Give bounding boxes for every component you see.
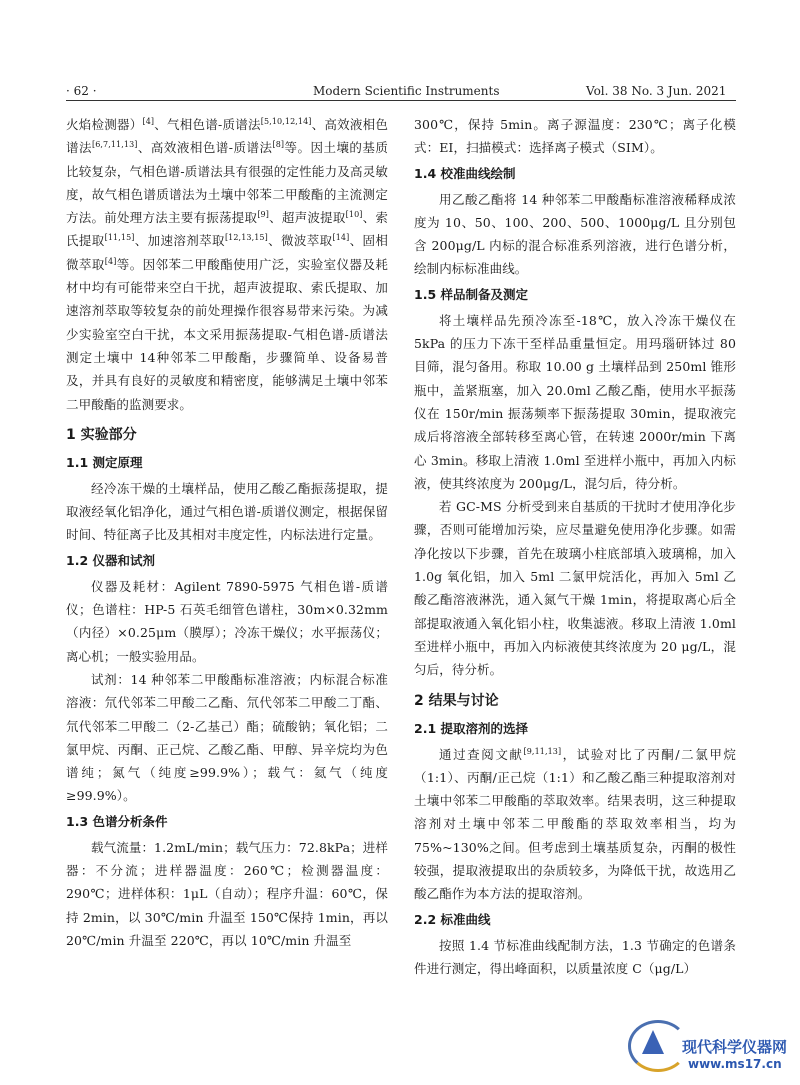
paragraph-principle: 经冷冻干燥的土壤样品，使用乙酸乙酯振荡提取，提取液经氧化铝净化，通过气相色谱-质谱仪测定，根据保留时间、特征离子比及其相对丰度定性，内标法进行定量。 [66, 480, 388, 543]
right-column [414, 113, 736, 980]
subheading-chromatography: 1.3 色谱分析条件 [66, 813, 168, 829]
paragraph-reagents: 试剂：14 种邻苯二甲酸酯标准溶液；内标混合标准溶液：氘代邻苯二甲酸二乙酯、氘代邻苯二甲酸二丁酯、氘代邻苯二甲酸二（2-乙基己）酯；硫酸钠；氧化铝；二氯甲烷、丙酮、正己烷、乙酸乙酯、甲醇、异辛烷均为色谱纯；氮气（纯度≥99.9%）；载气：氦气（纯度≥99.9%）。 [66, 671, 388, 804]
subheading-solvent: 2.1 提取溶剂的选择 [414, 720, 528, 736]
subheading-principle: 1.1 测定原理 [66, 454, 143, 470]
subheading-instruments: 1.2 仪器和试剂 [66, 552, 155, 568]
intro-paragraph: 火焰检测器）[4]、气相色谱-质谱法[5,10,12,14]、高效液相色谱法[6,7,11,13]、高效液相色谱-质谱法[8]等。因土壤的基质比较复杂，气相色谱-质谱法具有很强的定性能力及高灵敏度，故气相色谱质谱法为土壤中邻苯二甲酸酯的主流测定方法。前处理方法主要有振荡提取[9]、超声波提取[10]、索氏提取[11,15]、加速溶剂萃取[12,13,15]、微波萃取[14]、固相微萃取[4]等。因邻苯二甲酸酯使用广泛，实验室仪器及耗材中均有可能带来空白干扰，超声波提取、索氏提取、加速溶剂萃取等较复杂的前处理操作很容易带来污染。为减少实验室空白干扰，本文采用振荡提取-气相色谱-质谱法测定土壤中 14种邻苯二甲酸酯，步骤简单、设备易普及，并具有良好的灵敏度和精密度，能够满足土壤中邻苯二甲酸酯的监测要求。 [66, 116, 389, 412]
paragraph-solvent: 通过查阅文献[9,11,13]，试验对比了丙酮/二氯甲烷（1:1）、丙酮/正己烷（1:1）和乙酸乙酯三种提取溶剂对土壤中邻苯二甲酸酯的萃取效率。结果表明，这三种提取溶剂对土壤中邻苯二甲酸酯的萃取效率相当，均为 75%~130%之间。但考虑到土壤基质复杂，丙酮的极性较强，提取液提取出的杂质较多，为降低干扰，故选用乙酸乙酯作为本方法的提取溶剂。 [414, 746, 737, 902]
subheading-standard-curve: 2.2 标准曲线 [414, 911, 491, 927]
paragraph-chromatography: 载气流量：1.2mL/min；载气压力：72.8kPa；进样器：不分流；进样器温度：260℃；检测器温度：290℃；进样体积：1μL（自动）；程序升温：60℃，保持 2min，以 30℃/min 升温至 150℃保持 1min，再以 20℃/min 升温至 220℃，再以 10℃/min 升温至 [66, 839, 388, 948]
paragraph-instruments: 仪器及耗材：Agilent 7890-5975 气相色谱-质谱仪；色谱柱：HP-5 石英毛细管色谱柱，30m×0.32mm（内径）×0.25μm（膜厚）；冷冻干燥仪；水平振荡仪；离心机；一般实验用品。 [66, 578, 388, 664]
journal-name: Modern Scientific Instruments [313, 84, 500, 98]
watermark-logo [624, 1012, 796, 1084]
paragraph-sample-prep: 将土壤样品先预冷冻至-18℃，放入冷冻干燥仪在 5kPa 的压力下冻干至样品重量恒定。用玛瑙研钵过 80 目筛，混匀备用。称取 10.00 g 土壤样品到 250ml 锥形瓶中，盖紧瓶塞，加入 20.0ml 乙酸乙酯，使用水平振荡仪在 150r/min 振荡频率下振荡提取 30min，提取液完成后将溶液全部转移至离心管，在转速 2000r/min 下离心 3min。移取上清液 1.0ml 至进样小瓶中，再加入内标液，使其终浓度为 200μg/L，混匀后，待分析。 [414, 312, 736, 491]
section-heading-results: 2 结果与讨论 [414, 692, 499, 709]
subheading-calibration: 1.4 校准曲线绘制 [414, 165, 516, 181]
watermark-title: 现代科学仪器网 [682, 1038, 788, 1056]
watermark-url: www.ms17.cn [688, 1057, 782, 1071]
issue-info: Vol. 38 No. 3 Jun. 2021 [586, 84, 727, 98]
paragraph-standard-curve: 按照 1.4 节标准曲线配制方法，1.3 节确定的色谱条件进行测定，得出峰面积，以质量浓度 C（μg/L） [414, 937, 736, 976]
left-column [66, 113, 388, 952]
section-heading-experimental: 1 实验部分 [66, 426, 137, 443]
paragraph-chromatography-cont: 300℃，保持 5min。离子源温度：230℃；离子化模式：EI，扫描模式：选择离子模式（SIM）。 [414, 117, 736, 156]
paragraph-calibration: 用乙酸乙酯将 14 种邻苯二甲酸酯标准溶液稀释成浓度为 10、50、100、200、500、1000μg/L 且分别包含 200μg/L 内标的混合标准系列溶液，进行色谱分析，绘制内标标准曲线。 [414, 191, 736, 277]
page-number: · 62 · [66, 84, 97, 98]
subheading-sample-prep: 1.5 样品制备及测定 [414, 286, 528, 302]
header-rule [66, 100, 736, 101]
paragraph-cleanup: 若 GC-MS 分析受到来自基质的干扰时才使用净化步骤，否则可能增加污染，应尽量避免使用净化步骤。如需净化按以下步骤，首先在玻璃小柱底部填入玻璃棉，加入 1.0g 氧化铝，加入 5ml 二氯甲烷活化，再加入 5ml 乙酸乙酯溶液淋洗，通入氮气干燥 1min，将提取离心后全部提取液通入氧化铝小柱，收集滤液。移取上清液 1.0ml 至进样小瓶中，再加入内标液使其终浓度为 20 μg/L，混匀后，待分析。 [414, 499, 736, 678]
flask-icon [642, 1030, 664, 1054]
